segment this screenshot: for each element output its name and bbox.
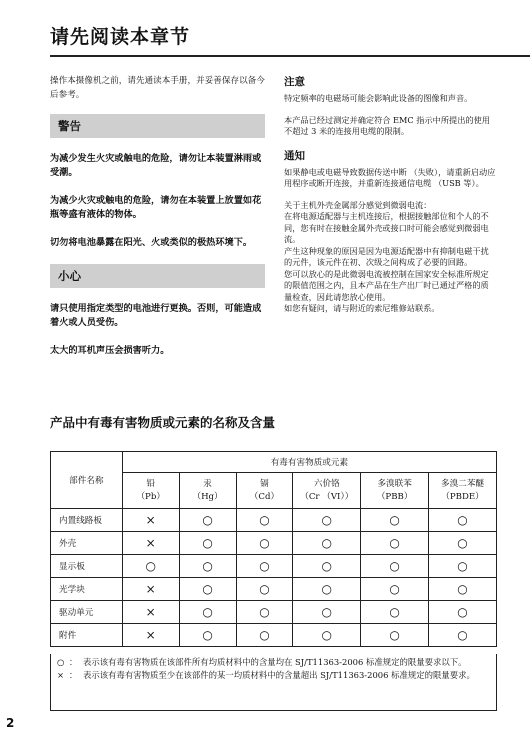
notice-text-4: 产生这种现象的原因是因为电源适配器中有抑制电磁干扰的元件，该元件在初、次级之间构成了必要的回路。 — [284, 245, 489, 267]
table-note: × ： 表示该有毒有害物质至少在该部件的某一均质材料中的含量超出 SJ/T11363-2006 标准规定的限量要求。 — [57, 670, 475, 680]
warning-text-2: 为减少火灾或触电的危险，请勿在本装置上放置如花瓶等盛有液体的物体。 — [50, 195, 262, 220]
mark-cell: × — [122, 601, 179, 624]
mark-cell: ○ — [179, 624, 236, 647]
hazard-substance-table — [50, 451, 497, 647]
substance-group-header: 有毒有害物质或元素 — [122, 452, 496, 473]
mark-cell: ○ — [429, 578, 497, 601]
notice-text-6: 如您有疑问，请与附近的索尼维修站联系。 — [284, 303, 440, 313]
mark-cell: ○ — [293, 601, 361, 624]
substance-name: 镉 — [260, 478, 269, 489]
table-notes — [50, 654, 497, 711]
mark-cell: ○ — [429, 601, 497, 624]
substance-header — [429, 473, 497, 509]
substance-header — [122, 473, 179, 509]
table-row — [51, 509, 497, 532]
mark-cell: ○ — [429, 509, 497, 532]
mark-cell: ○ — [361, 578, 429, 601]
substance-header — [361, 473, 429, 509]
substance-name: 多溴联苯 — [377, 478, 412, 489]
left-column — [50, 74, 265, 372]
table-note: ○ ： 表示该有毒有害物质在该部件所有均质材料中的含量均在 SJ/T11363-2006 标准规定的限量要求以下。 — [57, 657, 467, 667]
substance-symbol: （Cd） — [249, 491, 280, 502]
table-row — [51, 601, 497, 624]
mark-cell: ○ — [429, 624, 497, 647]
table-row — [51, 624, 497, 647]
substance-header — [293, 473, 361, 509]
substance-header — [236, 473, 293, 509]
part-name-cell: 内置线路板 — [51, 509, 123, 532]
warning-text-1: 为减少发生火灾或触电的危险，请勿让本装置淋雨或受潮。 — [50, 153, 262, 178]
page-number: 2 — [6, 716, 15, 730]
page-title: 请先阅读本章节 — [50, 26, 191, 48]
part-name-header: 部件名称 — [51, 452, 123, 509]
warning-heading: 警告 — [50, 114, 265, 138]
mark-cell: ○ — [179, 601, 236, 624]
attention-text-1: 特定频率的电磁场可能会影响此设备的图像和声音。 — [284, 93, 473, 103]
notice-text-3: 在将电源适配器与主机连接后，根据接触部位和个人的不同，您有时在接触金属外壳或接口时可能会感觉到微弱电流。 — [284, 211, 489, 244]
substance-name: 六价铬 — [313, 478, 340, 489]
mark-cell: ○ — [361, 624, 429, 647]
substance-name: 铅 — [146, 478, 155, 489]
table-row — [51, 555, 497, 578]
part-name-cell: 附件 — [51, 624, 123, 647]
title-rule — [50, 55, 530, 57]
mark-cell: ○ — [179, 555, 236, 578]
mark-cell: ○ — [293, 509, 361, 532]
mark-cell: ○ — [236, 555, 293, 578]
mark-cell: ○ — [361, 532, 429, 555]
substance-symbol: （Pb） — [136, 491, 165, 502]
mark-cell: ○ — [122, 555, 179, 578]
mark-cell: ○ — [236, 624, 293, 647]
attention-text-2: 本产品已经过测定并确定符合 EMC 指示中所提出的使用不超过 3 米的连接用电缆的限制。 — [284, 114, 490, 136]
note-symbol: ○ — [57, 657, 65, 667]
substance-symbol: （Cr （VI）） — [300, 491, 354, 502]
substance-symbol: （PBDE） — [441, 491, 484, 502]
caution-text-1: 请只使用指定类型的电池进行更换。否则，可能造成着火或人员受伤。 — [50, 303, 262, 328]
caution-text-2: 太大的耳机声压会损害听力。 — [50, 345, 170, 356]
table-row — [51, 578, 497, 601]
right-column — [284, 74, 496, 315]
mark-cell: × — [122, 624, 179, 647]
mark-cell: ○ — [236, 509, 293, 532]
notice-heading: 通知 — [284, 149, 305, 162]
note-text: 表示该有毒有害物质至少在该部件的某一均质材料中的含量超出 SJ/T11363-2006 标准规定的限量要求。 — [83, 670, 475, 680]
note-symbol: × — [57, 670, 65, 680]
mark-cell: × — [122, 578, 179, 601]
substance-symbol: （Hg） — [192, 491, 223, 502]
mark-cell: ○ — [293, 555, 361, 578]
mark-cell: ○ — [236, 578, 293, 601]
notice-text-2: 关于主机外壳金属部分感觉到微弱电流： — [284, 199, 432, 210]
substance-header — [179, 473, 236, 509]
part-name-cell: 显示板 — [51, 555, 123, 578]
mark-cell: ○ — [293, 578, 361, 601]
caution-heading: 小心 — [50, 264, 265, 288]
notice-text-1: 如果静电或电磁导致数据传送中断 （失败），请重新启动应用程序或断开连接，并重新连接通信电缆 （USB 等）。 — [284, 166, 496, 188]
mark-cell: ○ — [236, 601, 293, 624]
attention-heading: 注意 — [284, 76, 305, 88]
mark-cell: ○ — [179, 509, 236, 532]
notice-text-5: 您可以放心的是此微弱电流被控制在国家安全标准所规定的限值范围之内，且本产品在生产出厂时已通过严格的质量检查，因此请您放心使用。 — [284, 268, 489, 302]
mark-cell: × — [122, 509, 179, 532]
substance-name: 多溴二苯醚 — [441, 478, 485, 489]
note-text: 表示该有毒有害物质在该部件所有均质材料中的含量均在 SJ/T11363-2006 标准规定的限量要求以下。 — [83, 657, 467, 667]
warning-text-3: 切勿将电池暴露在阳光、火或类似的极热环境下。 — [50, 237, 253, 248]
table-row — [51, 532, 497, 555]
mark-cell: × — [122, 532, 179, 555]
mark-cell: ○ — [236, 532, 293, 555]
part-name-cell: 驱动单元 — [51, 601, 123, 624]
part-name-cell: 外壳 — [51, 532, 123, 555]
mark-cell: ○ — [429, 555, 497, 578]
mark-cell: ○ — [293, 624, 361, 647]
hazard-table-title: 产品中有毒有害物质或元素的名称及含量 — [50, 415, 276, 430]
mark-cell: ○ — [293, 532, 361, 555]
mark-cell: ○ — [179, 532, 236, 555]
mark-cell: ○ — [429, 532, 497, 555]
substance-name: 汞 — [203, 478, 212, 489]
substance-symbol: （PBB） — [376, 491, 413, 502]
intro-text: 操作本摄像机之前，请先通读本手册，并妥善保存以备今后参考。 — [50, 76, 265, 100]
mark-cell: ○ — [361, 509, 429, 532]
mark-cell: ○ — [361, 555, 429, 578]
part-name-cell: 光学块 — [51, 578, 123, 601]
mark-cell: ○ — [179, 578, 236, 601]
mark-cell: ○ — [361, 601, 429, 624]
